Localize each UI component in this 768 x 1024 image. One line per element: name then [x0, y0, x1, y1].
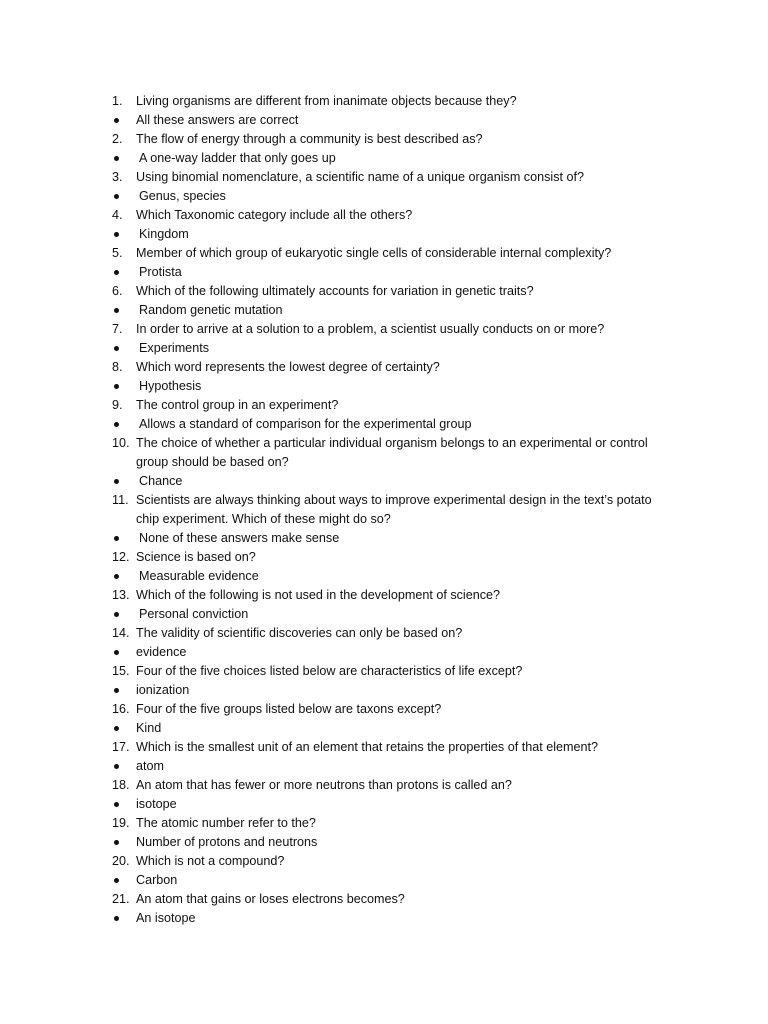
bullet-icon [112, 833, 134, 852]
question-number: 21. [112, 892, 130, 906]
question-text: The validity of scientific discoveries can only be based on? [136, 626, 463, 640]
question-number: 3. [112, 170, 123, 184]
answer-text: ionization [136, 683, 190, 697]
answer-text: Chance [139, 474, 183, 488]
bullet-icon [112, 149, 134, 168]
answer-text: Personal conviction [139, 607, 249, 621]
question-number: 18. [112, 778, 130, 792]
bullet-icon [112, 795, 134, 814]
question-number: 20. [112, 854, 130, 868]
answer-text: Kind [136, 721, 162, 735]
bullet-icon [112, 605, 134, 624]
question-item [0, 92, 768, 111]
question-number: 12. [112, 550, 130, 564]
question-text: Which is the smallest unit of an element that retains the properties of that element? [136, 740, 599, 754]
question-number: 10. [112, 436, 130, 450]
answer-text: An isotope [136, 911, 196, 925]
question-text: Using binomial nomenclature, a scientific name of a unique organism consist of? [136, 170, 585, 184]
question-item [0, 491, 768, 529]
answer-text: Kingdom [139, 227, 189, 241]
bullet-icon [112, 187, 134, 206]
question-item [0, 548, 768, 567]
question-number: 17. [112, 740, 130, 754]
question-item [0, 890, 768, 909]
question-text: The flow of energy through a community is best described as? [136, 132, 483, 146]
answer-text: Number of protons and neutrons [136, 835, 318, 849]
question-text: Four of the five groups listed below are taxons except? [136, 702, 442, 716]
answer-text: atom [136, 759, 164, 773]
question-text: Living organisms are different from inanimate objects because they? [136, 94, 517, 108]
question-item [0, 434, 768, 472]
answer-text: Carbon [136, 873, 178, 887]
question-item [0, 168, 768, 187]
question-number: 5. [112, 246, 123, 260]
answer-item [0, 339, 768, 358]
question-text: The atomic number refer to the? [136, 816, 316, 830]
question-item [0, 282, 768, 301]
question-text: Which is not a compound? [136, 854, 285, 868]
answer-item [0, 871, 768, 890]
answer-item [0, 529, 768, 548]
bullet-icon [112, 377, 134, 396]
answer-item [0, 643, 768, 662]
question-text: Which Taxonomic category include all the others? [136, 208, 413, 222]
answer-item [0, 377, 768, 396]
answer-item [0, 833, 768, 852]
question-number: 4. [112, 208, 123, 222]
question-answer-list [0, 92, 768, 928]
question-item [0, 396, 768, 415]
question-text: Which word represents the lowest degree of certainty? [136, 360, 440, 374]
answer-text: Measurable evidence [139, 569, 259, 583]
answer-text: Random genetic mutation [139, 303, 283, 317]
question-number: 15. [112, 664, 130, 678]
question-text: The choice of whether a particular individual organism belongs to an experimental or control group should be based on? [136, 436, 648, 469]
answer-item [0, 263, 768, 282]
question-item [0, 586, 768, 605]
answer-text: Genus, species [139, 189, 226, 203]
answer-text: Experiments [139, 341, 209, 355]
question-text: An atom that gains or loses electrons becomes? [136, 892, 405, 906]
answer-item [0, 301, 768, 320]
answer-item [0, 567, 768, 586]
answer-item [0, 681, 768, 700]
question-item [0, 624, 768, 643]
question-item [0, 738, 768, 757]
bullet-icon [112, 301, 134, 320]
bullet-icon [112, 339, 134, 358]
question-item [0, 776, 768, 795]
question-number: 6. [112, 284, 123, 298]
bullet-icon [112, 719, 134, 738]
question-item [0, 244, 768, 263]
bullet-icon [112, 415, 134, 434]
question-item [0, 700, 768, 719]
question-text: Four of the five choices listed below are characteristics of life except? [136, 664, 523, 678]
bullet-icon [112, 111, 134, 130]
question-text: Which of the following ultimately accounts for variation in genetic traits? [136, 284, 534, 298]
question-text: An atom that has fewer or more neutrons than protons is called an? [136, 778, 512, 792]
bullet-icon [112, 472, 134, 491]
answer-text: Hypothesis [139, 379, 202, 393]
answer-text: A one-way ladder that only goes up [139, 151, 336, 165]
question-number: 7. [112, 322, 123, 336]
question-item [0, 358, 768, 377]
question-text: Which of the following is not used in the development of science? [136, 588, 501, 602]
bullet-icon [112, 681, 134, 700]
question-text: Scientists are always thinking about ways to improve experimental design in the text’s potato chip experiment. Which of these might do so? [136, 493, 652, 526]
question-number: 2. [112, 132, 123, 146]
answer-item [0, 757, 768, 776]
answer-text: evidence [136, 645, 187, 659]
question-number: 14. [112, 626, 130, 640]
bullet-icon [112, 529, 134, 548]
answer-item [0, 605, 768, 624]
question-item [0, 852, 768, 871]
bullet-icon [112, 643, 134, 662]
question-number: 11. [112, 493, 129, 507]
question-number: 13. [112, 588, 130, 602]
question-number: 9. [112, 398, 123, 412]
answer-item [0, 719, 768, 738]
question-number: 1. [112, 94, 123, 108]
question-item [0, 130, 768, 149]
answer-item [0, 909, 768, 928]
question-item [0, 320, 768, 339]
answer-text: All these answers are correct [136, 113, 299, 127]
answer-text: Allows a standard of comparison for the experimental group [139, 417, 472, 431]
answer-text: isotope [136, 797, 177, 811]
answer-item [0, 111, 768, 130]
question-number: 19. [112, 816, 130, 830]
question-item [0, 814, 768, 833]
answer-text: Protista [139, 265, 182, 279]
bullet-icon [112, 263, 134, 282]
bullet-icon [112, 871, 134, 890]
question-item [0, 662, 768, 681]
answer-item [0, 225, 768, 244]
answer-item [0, 795, 768, 814]
question-item [0, 206, 768, 225]
question-number: 8. [112, 360, 123, 374]
bullet-icon [112, 225, 134, 244]
question-text: Member of which group of eukaryotic single cells of considerable internal complexity? [136, 246, 612, 260]
answer-item [0, 472, 768, 491]
answer-item [0, 415, 768, 434]
answer-item [0, 187, 768, 206]
bullet-icon [112, 567, 134, 586]
question-text: The control group in an experiment? [136, 398, 339, 412]
bullet-icon [112, 757, 134, 776]
question-number: 16. [112, 702, 130, 716]
answer-item [0, 149, 768, 168]
bullet-icon [112, 909, 134, 928]
question-text: Science is based on? [136, 550, 256, 564]
answer-text: None of these answers make sense [139, 531, 340, 545]
question-text: In order to arrive at a solution to a problem, a scientist usually conducts on or more? [136, 322, 605, 336]
